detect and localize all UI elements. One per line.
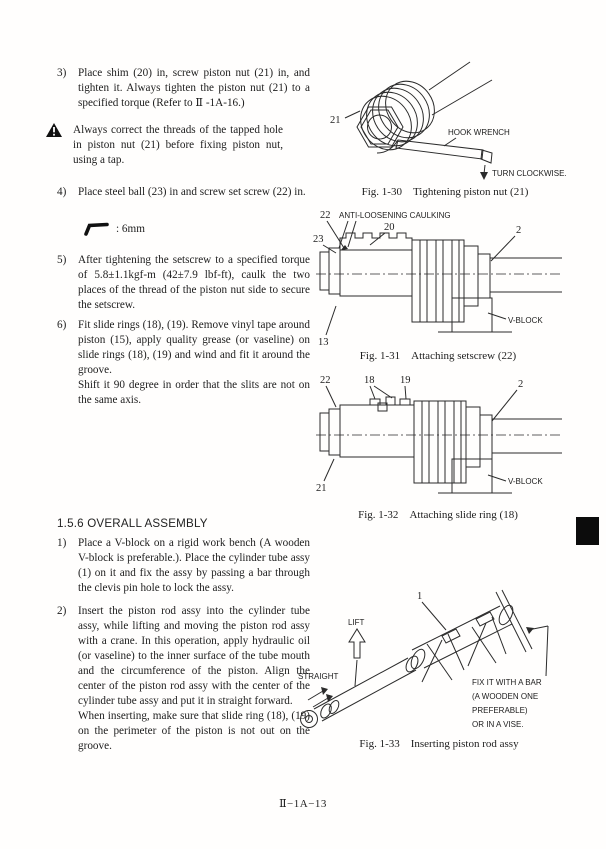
figure-number: Fig. 1-30	[361, 186, 402, 198]
hex-key-note	[82, 221, 145, 237]
section-heading: 1.5.6 OVERALL ASSEMBLY	[57, 517, 208, 530]
figure-number: Fig. 1-31	[359, 350, 401, 362]
step-text-paragraph: When inserting, make sure that slide ring (18), (19) on the perimeter of the piston is not out on the groove.	[78, 710, 310, 752]
figure-caption	[296, 738, 582, 750]
part-label-21: 21	[316, 483, 327, 494]
part-label-13: 13	[318, 337, 329, 348]
hook-wrench-label: HOOK WRENCH	[448, 128, 510, 137]
step-5	[57, 253, 310, 313]
figure-title: Inserting piston rod assy	[410, 738, 519, 750]
figure-title: Attaching slide ring (18)	[409, 509, 518, 521]
step-4	[57, 185, 310, 200]
part-label-22: 22	[320, 375, 331, 386]
part-label-2: 2	[518, 379, 524, 390]
assembly-step-1	[57, 536, 310, 596]
figure-1-30	[320, 60, 570, 198]
anti-loosening-caulking-label: ANTI-LOOSENING CAULKING	[339, 211, 451, 220]
step-6	[57, 318, 310, 408]
fix-note-line3: PREFERABLE)	[472, 706, 528, 715]
step-3	[57, 66, 310, 111]
fix-note-line1: FIX IT WITH A BAR	[472, 678, 542, 687]
piston-nut-wrench-drawing	[320, 60, 570, 184]
page-number: Ⅱ−1A−13	[279, 798, 327, 810]
piston-rod-insertion-drawing	[296, 578, 582, 736]
warning-text: Always correct the threads of the tapped hole in piston nut (21) before fixing piston nut, using a tap.	[73, 124, 283, 166]
figure-1-32	[312, 371, 564, 521]
part-label-20: 20	[384, 222, 395, 233]
step-number: 5)	[57, 254, 67, 266]
step-text: After tightening the setscrew to a specified torque of 5.8±1.1kgf-m (42±7.9 lbf-ft), caulk the two places of the thread of the piston nut side to secure the setscrew.	[78, 254, 310, 311]
hex-key-icon	[82, 221, 109, 237]
figure-caption	[312, 509, 564, 521]
step-text-paragraph: Shift it 90 degree in order that the slits are not on the same axis.	[78, 379, 310, 406]
figure-title: Attaching setscrew (22)	[411, 350, 517, 362]
turn-clockwise-label: TURN CLOCKWISE.	[492, 169, 567, 178]
step-text: Place shim (20) in, screw piston nut (21) in, and tighten it. Always tighten the piston nut (21) to a specified torque (Refer to Ⅱ -1A-16.)	[78, 67, 310, 109]
step-text	[78, 604, 310, 754]
step-text	[78, 318, 310, 408]
step-text: Place steel ball (23) in and screw set screw (22) in.	[78, 186, 306, 198]
part-label-1: 1	[417, 591, 423, 602]
step-number: 3)	[57, 67, 67, 79]
step-number: 4)	[57, 186, 67, 198]
step-number: 6)	[57, 319, 67, 331]
step-text-paragraph: Fit slide rings (18), (19). Remove vinyl tape around piston (15), apply quality grease (or vaseline) on slide rings (18), (19) and wind and fit it around the groove.	[78, 319, 310, 376]
v-block-label: V-BLOCK	[508, 316, 543, 325]
warning-note	[46, 123, 296, 168]
straight-label: STRAIGHT	[298, 672, 339, 681]
figure-caption	[320, 186, 570, 198]
figure-1-33	[296, 578, 582, 750]
step-text: Place a V-block on a rigid work bench (A wooden V-block is preferable.). Place the cylinder tube assy (1) on it and fix the assy by passing a bar through the clevis pin hole to lock the assy.	[78, 537, 310, 594]
step-number: 2)	[57, 605, 67, 617]
step-number: 1)	[57, 537, 67, 549]
figure-title: Tightening piston nut (21)	[412, 186, 529, 198]
warning-icon	[46, 123, 62, 168]
part-label-19: 19	[400, 375, 411, 386]
figure-number: Fig. 1-32	[358, 509, 399, 521]
fix-note-line4: OR IN A VISE.	[472, 720, 524, 729]
v-block-label: V-BLOCK	[508, 477, 543, 486]
part-label-2: 2	[516, 225, 522, 236]
fix-note-line2: (A WOODEN ONE	[472, 692, 539, 701]
setscrew-section-drawing	[312, 206, 564, 348]
part-label-22: 22	[320, 210, 331, 221]
part-label-21: 21	[330, 115, 341, 126]
slide-ring-section-drawing	[312, 371, 564, 507]
figure-caption	[312, 350, 564, 362]
step-text-paragraph: Insert the piston rod assy into the cylinder tube assy, while lifting and moving the piston rod assy with a crane. In this operation, apply hydraulic oil (or vaseline) to the inner surface of the tube mouth and the circumference of the piston. Align the center of the piston rod assy with the center of the cylinder tube assy and put it in straight forward.	[78, 605, 310, 707]
hex-key-size: : 6mm	[116, 223, 145, 235]
section-index-tab	[576, 517, 599, 545]
part-label-23: 23	[313, 234, 324, 245]
lift-label: LIFT	[348, 618, 365, 627]
assembly-step-2	[57, 604, 310, 754]
figure-number: Fig. 1-33	[359, 738, 400, 750]
figure-1-31	[312, 206, 564, 362]
part-label-18: 18	[364, 375, 375, 386]
